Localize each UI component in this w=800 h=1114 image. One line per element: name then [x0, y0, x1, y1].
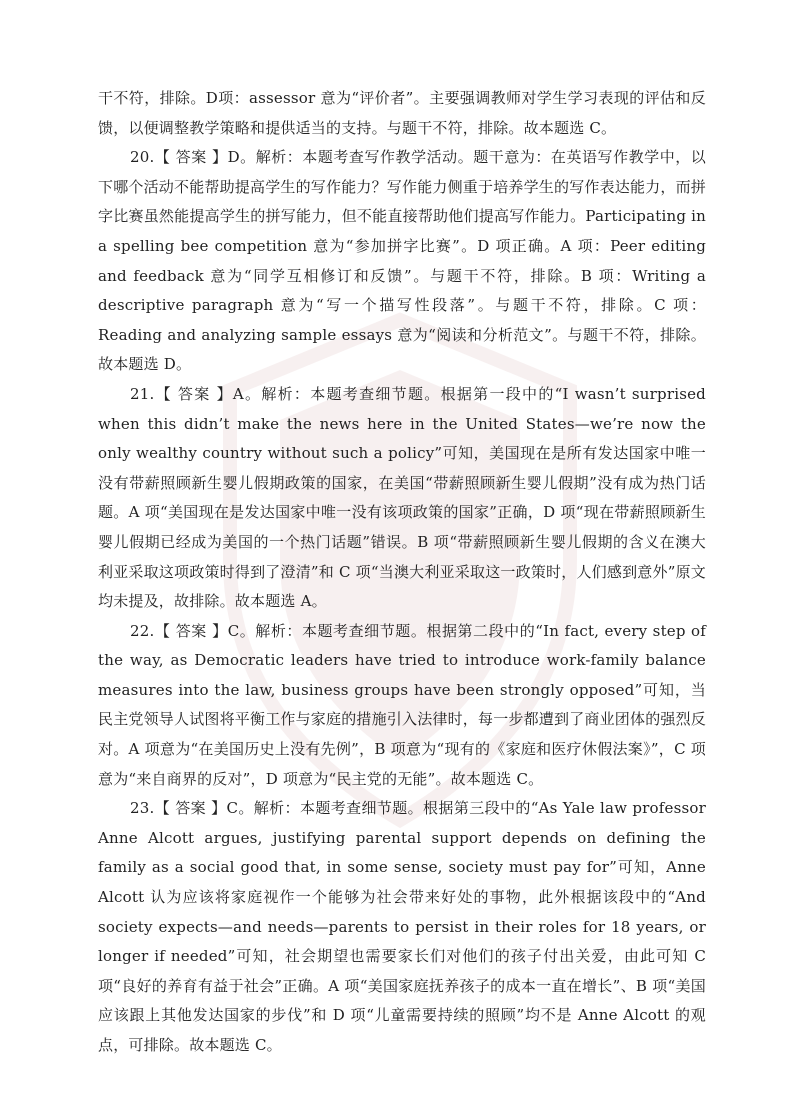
- explanation-text: 解析：本题考查细节题。根据第二段中的“In fact, every step of the way, as Democratic leaders have tried to introduce work-family balance measures into the law, business groups have been strongly opposed”可知，当民主党领导人试图将平衡工作与家庭的措施引入法律时，每一步都遭到了商业团体的强烈反对。A 项意为“在美国历史上没有先例”，B 项意为“现有的《家庭和医疗休假法案》”，C 项意为“来自商界的反对”，D 项意为“民主党的无能”。故本题选 C。: [98, 621, 707, 788]
- question-number: 21.: [130, 384, 155, 403]
- paragraph-continuation: [98, 84, 706, 143]
- answer-explanations: [98, 84, 706, 1061]
- explanation-text: 解析：本题考查写作教学活动。题干意为：在英语写作教学中，以下哪个活动不能帮助提高学生的写作能力？写作能力侧重于培养学生的写作表达能力，而拼字比赛虽然能提高学生的拼写能力，但不能直接帮助他们提高写作能力。Participating in a spelling bee competition 意为“参加拼字比赛”。D 项正确。A 项：Peer editing and feedback 意为“同学互相修订和反馈”。与题干不符，排除。B 项：Writing a descriptive paragraph 意为“写一个描写性段落”。与题干不符，排除。C 项：Reading and analyzing sample essays 意为“阅读和分析范文”。与题干不符，排除。故本题选 D。: [98, 148, 707, 374]
- explanation-text: 解析：本题考查细节题。根据第一段中的“I wasn’t surprised when this didn’t make the news here in the United States—we’re now the only wealthy country without such a policy”可知，美国现在是所有发达国家中唯一没有带薪照顾新生婴儿假期政策的国家，在美国“带薪照顾新生婴儿假期”没有成为热门话题。A 项“美国现在是发达国家中唯一没有该项政策的国家”正确，D 项“现在带薪照顾新生婴儿假期已经成为美国的一个热门话题”错误。B 项“带薪照顾新生婴儿假期的含义在澳大利亚采取这项政策时得到了澄清”和 C 项“当澳大利亚采取这一政策时，人们感到意外”原文均未提及，故排除。故本题选 A。: [98, 384, 706, 611]
- answer-label: 【 答案 】C。: [154, 621, 256, 640]
- question-explanation-20: [98, 143, 706, 380]
- explanation-text: 解析：本题考查细节题。根据第三段中的“As Yale law professor Anne Alcott argues, justifying parental support depends on defining the family as a social good that, in some sense, society must pay for”可知，Anne Alcott 认为应该将家庭视作一个能够为社会带来好处的事物，此外根据该段中的“And society expects—and needs—parents to persist in their roles for 18 years, or longer if needed”可知，社会期望也需要家长们对他们的孩子付出关爱，由此可知 C 项“良好的养育有益于社会”正确。A 项“美国家庭抚养孩子的成本一直在增长”、B 项“美国应该跟上其他发达国家的步伐”和 D 项“儿童需要持续的照顾”均不是 Anne Alcott 的观点，可排除。故本题选 C。: [98, 799, 706, 1054]
- answer-label: 【 答案 】C。: [154, 799, 254, 818]
- question-number: 23.: [130, 799, 155, 818]
- answer-label: 【 答案 】A。: [154, 384, 262, 403]
- question-explanation-22: [98, 617, 706, 795]
- paragraph-text: 干不符，排除。D项：assessor 意为“评价者”。主要强调教师对学生学习表现的评估和反馈，以便调整教学策略和提供适当的支持。与题干不符，排除。故本题选 C。: [98, 89, 706, 137]
- question-explanation-21: [98, 380, 706, 617]
- question-number: 22.: [130, 621, 155, 640]
- question-number: 20.: [130, 148, 155, 167]
- question-explanation-23: [98, 794, 706, 1060]
- answer-label: 【 答案 】D。: [154, 148, 256, 167]
